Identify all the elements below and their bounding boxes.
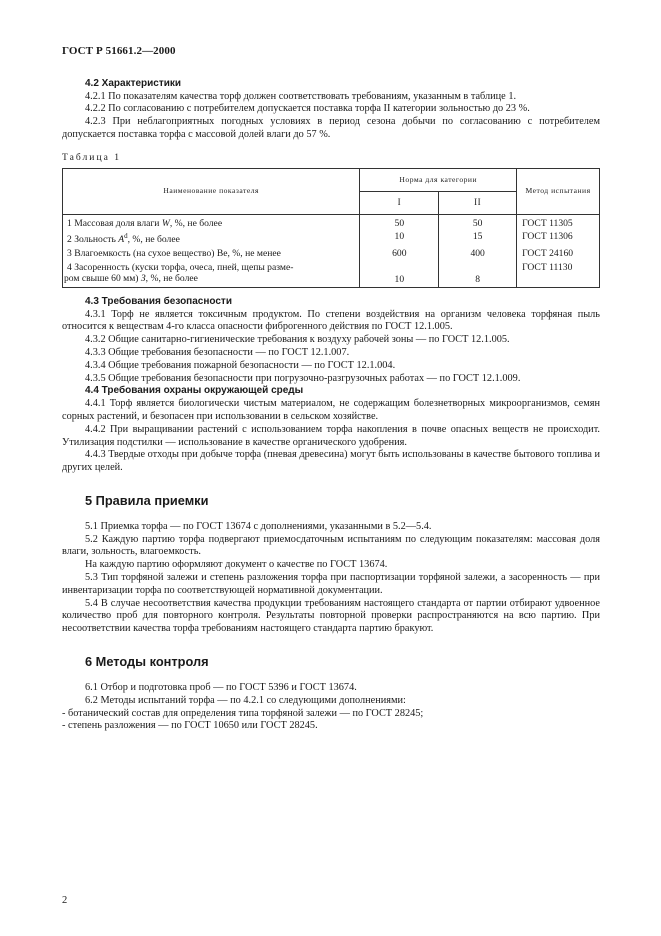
paragraph-5-3: 5.3 Тип торфяной залежи и степень разложения торфа при паспортизации торфяной залежи, а засоренность — при инвентаризации торфа по соответствующей нормативной документации. (62, 572, 600, 596)
paragraph-5-4: 5.4 В случае несоответствия качества продукции требованиям настоящего стандарта от партии отбирают удвоенное количество проб для повторного контроля. Результаты повторной проверки распространяются на всю партию. При несоответствии качества торфа требованиям настоящего стандарта партию бракуют. (62, 597, 600, 635)
quality-table (62, 168, 600, 288)
row-cat1: 10 (360, 261, 439, 288)
paragraph-4-4-2: 4.4.2 При выращивании растений с использованием торфа накопления в почве опасных веществ не происходит. Утилизация подстилки — использование в качестве органического удобрения. (62, 423, 600, 448)
row-method: ГОСТ 24160 (517, 247, 600, 261)
paragraph-4-3-4: 4.3.4 Общие требования пожарной безопасности — по ГОСТ 12.1.004. (85, 359, 396, 371)
row-name: 1 Массовая доля влаги W, %, не более (63, 214, 360, 230)
document-header: ГОСТ Р 51661.2—2000 (62, 45, 176, 57)
header-category-2: II (439, 191, 517, 214)
header-norm: Норма для категории (360, 168, 517, 191)
section-4-4-title: 4.4 Требования охраны окружающей среды (85, 385, 304, 397)
row-cat1: 10 (360, 230, 439, 247)
table-row (63, 230, 600, 247)
paragraph-4-3-5: 4.3.5 Общие требования безопасности при погрузочно-разгрузочных работах — по ГОСТ 12.1.009. (85, 372, 521, 384)
section-6-title: 6 Методы контроля (85, 654, 209, 670)
table-row (63, 261, 600, 288)
row-name: 2 Зольность $A^d$, %, не более (63, 230, 360, 247)
list-item: - ботанический состав для определения типа торфяной залежи — по ГОСТ 28245; (62, 707, 424, 719)
header-category-1: I (360, 191, 439, 214)
paragraph-4-4-3: 4.4.3 Твердые отходы при добыче торфа (пневая древесина) могут быть использованы в качестве бытового топлива и других целей. (62, 449, 600, 474)
row-name: 3 Влагоемкость (на сухое вещество) Ве, %, не менее (63, 247, 360, 261)
section-5-title: 5 Правила приемки (85, 492, 209, 508)
row-method: ГОСТ 11305 (517, 214, 600, 230)
row-cat2: 8 (439, 261, 517, 288)
row-cat2: 400 (439, 247, 517, 261)
paragraph-4-3-2: 4.3.2 Общие санитарно-гигиенические требования к воздуху рабочей зоны — по ГОСТ 12.1.005. (85, 334, 510, 346)
table-caption: Таблица 1 (62, 151, 122, 163)
paragraph-4-4-1: 4.4.1 Торф является биологически чистым материалом, не содержащим болезнетворных микроорганизмов, семян сорных растений, и безопасен при использовании в сельском хозяйстве. (62, 398, 600, 422)
paragraph-5-1: 5.1 Приемка торфа — по ГОСТ 13674 с дополнениями, указанными в 5.2—5.4. (85, 520, 432, 532)
header-method: Метод испытания (517, 168, 600, 214)
table-row (63, 247, 600, 261)
page-number: 2 (62, 895, 68, 906)
row-name: 4 Засоренность (куски торфа, очеса, пней, щепы разме- ром свыше 60 мм) З, %, не более (63, 261, 360, 288)
paragraph-6-2: 6.2 Методы испытаний торфа — по 4.2.1 со следующими дополнениями: (85, 694, 406, 706)
paragraph-5-2-doc: На каждую партию оформляют документ о качестве по ГОСТ 13674. (85, 559, 388, 571)
paragraph-4-3-3: 4.3.3 Общие требования безопасности — по ГОСТ 12.1.007. (85, 346, 350, 358)
document-page (62, 45, 600, 733)
paragraph-4-2-1: 4.2.1 По показателям качества торф должен соответствовать требованиям, указанным в таблице 1. (85, 90, 517, 102)
row-cat1: 50 (360, 214, 439, 230)
paragraph-4-3-1: 4.3.1 Торф не является токсичным продуктом. По степени воздействия на организм человека торфяная пыль относится к веществам 4-го класса опасности фиброгенного действия по ГОСТ 12.1.005. (62, 308, 600, 333)
paragraph-4-2-2: 4.2.2 По согласованию с потребителем допускается поставка торфа II категории зольностью до 23 %. (85, 103, 530, 115)
row-method: ГОСТ 11130 (517, 261, 600, 288)
paragraph-5-2: 5.2 Каждую партию торфа подвергают приемосдаточным испытаниям по следующим показателям: массовая доля влаги, зольность, влагоемкость. (62, 533, 600, 558)
row-cat2: 50 (439, 214, 517, 230)
section-4-2-title: 4.2 Характеристики (85, 77, 182, 89)
header-indicator-name: Наименование показателя (63, 168, 360, 214)
paragraph-4-2-3: 4.2.3 При неблагоприятных погодных условиях в период сезона добычи по согласованию с потребителем допускается поставка торфа с массовой долей влаги до 57 %. (62, 116, 600, 140)
row-cat2: 15 (439, 230, 517, 247)
section-4-3-title: 4.3 Требования безопасности (85, 295, 232, 307)
table-row (63, 214, 600, 230)
row-cat1: 600 (360, 247, 439, 261)
paragraph-6-1: 6.1 Отбор и подготовка проб — по ГОСТ 5396 и ГОСТ 13674. (85, 682, 357, 694)
list-item: - степень разложения — по ГОСТ 10650 или ГОСТ 28245. (62, 720, 318, 732)
row-method: ГОСТ 11306 (517, 230, 600, 247)
